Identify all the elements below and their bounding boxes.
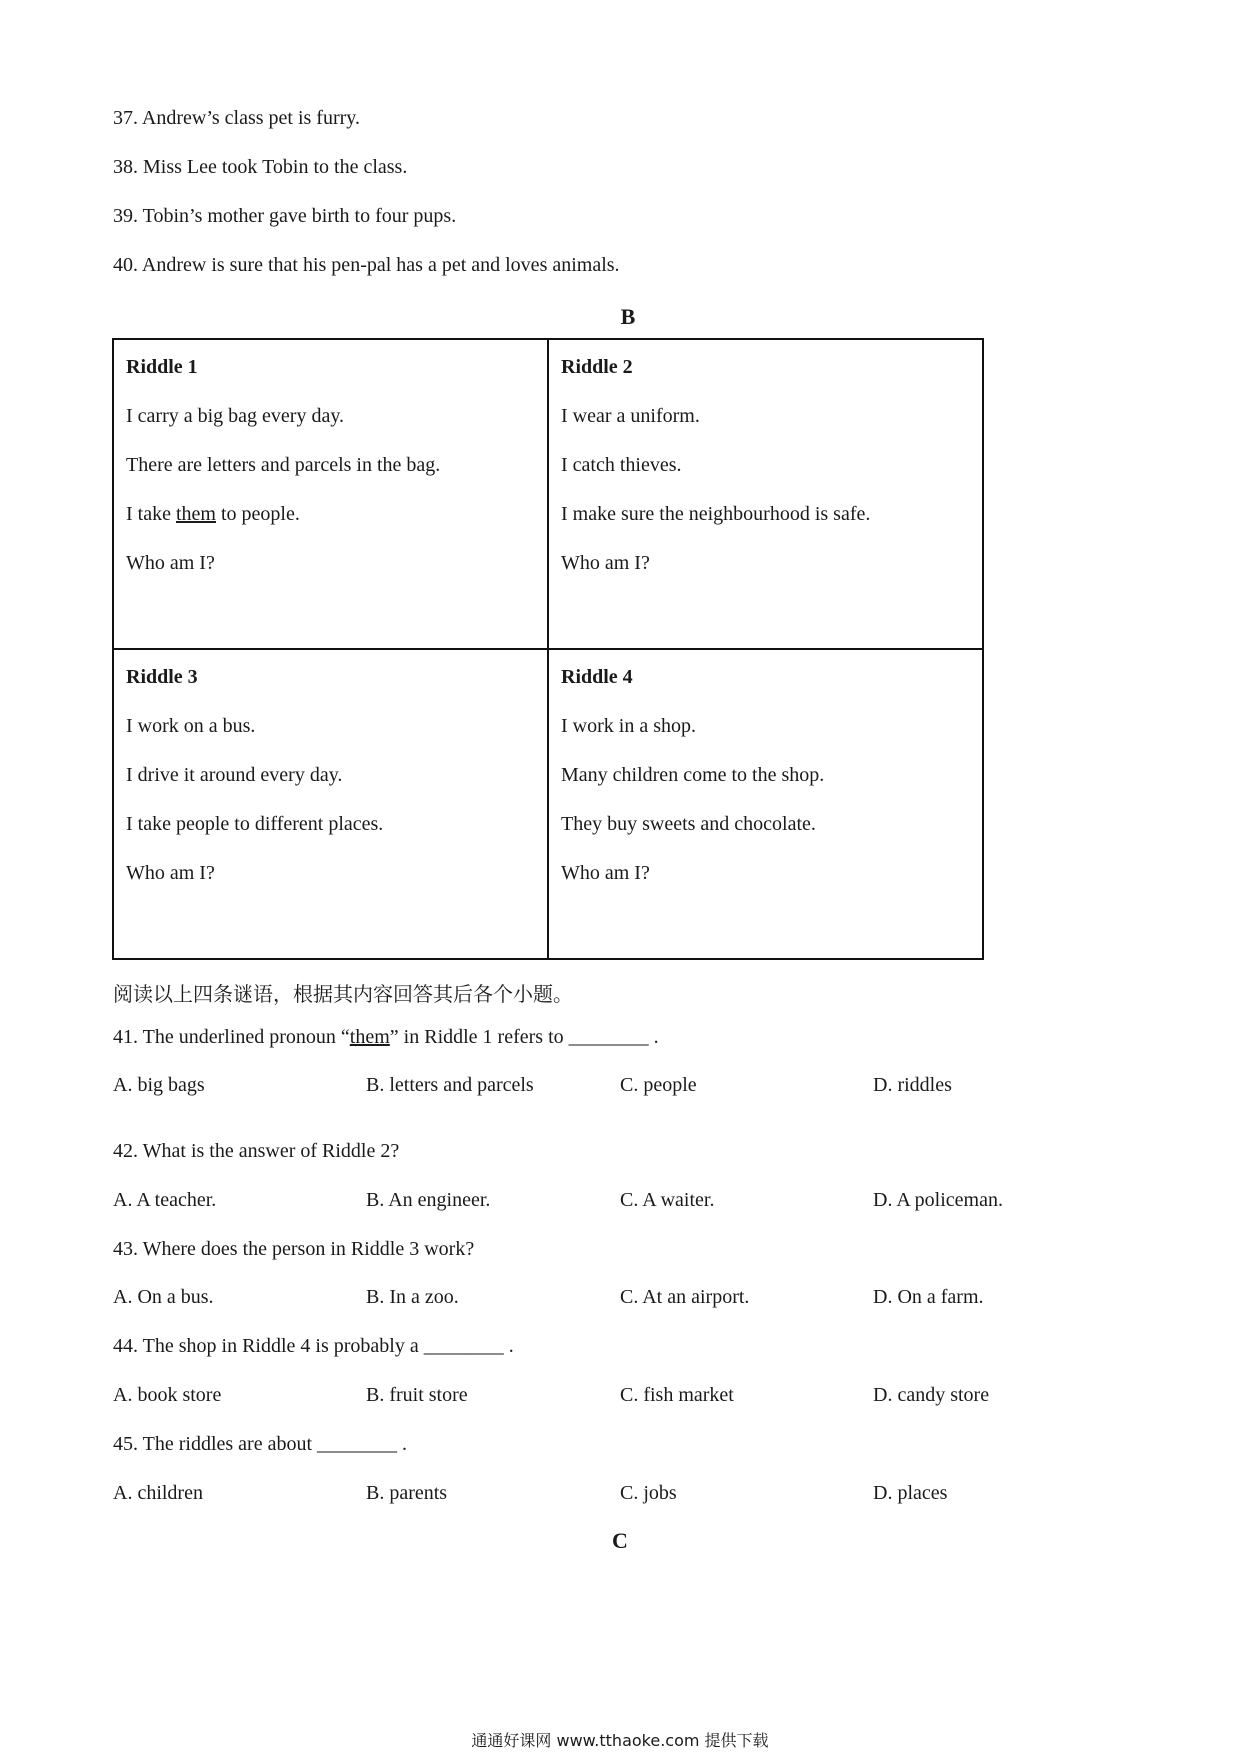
options-44 xyxy=(113,1384,1093,1414)
question-41 xyxy=(113,1026,659,1049)
options-42 xyxy=(113,1189,1093,1219)
option-a[interactable]: A. big bags xyxy=(113,1074,205,1096)
riddle-line: I make sure the neighbourhood is safe. xyxy=(561,503,871,525)
riddle-4-cell xyxy=(548,649,983,959)
option-c[interactable]: C. people xyxy=(620,1074,697,1096)
option-a[interactable]: A. children xyxy=(113,1482,203,1504)
option-b[interactable]: B. An engineer. xyxy=(366,1189,491,1211)
riddle-2-cell xyxy=(548,339,983,649)
option-d[interactable]: D. On a farm. xyxy=(873,1286,984,1308)
section-heading-b: B xyxy=(620,304,636,329)
option-d[interactable]: D. A policeman. xyxy=(873,1189,1003,1211)
option-d[interactable]: D. candy store xyxy=(873,1384,990,1406)
riddle-line: I drive it around every day. xyxy=(126,764,343,786)
riddle-question: Who am I? xyxy=(561,552,650,574)
riddle-line: Many children come to the shop. xyxy=(561,764,825,786)
riddle-3-cell xyxy=(113,649,548,959)
options-41 xyxy=(113,1074,1093,1104)
riddle-line-text: to people. xyxy=(215,503,300,525)
section-heading-c: C xyxy=(612,1528,628,1553)
footer-watermark: 通通好课网 www.tthaoke.com 提供下载 xyxy=(471,1731,769,1750)
option-b[interactable]: B. parents xyxy=(366,1482,448,1504)
underlined-word: them xyxy=(349,1026,390,1048)
riddle-1-cell xyxy=(113,339,548,649)
options-45 xyxy=(113,1482,1093,1512)
option-c[interactable]: C. At an airport. xyxy=(620,1286,750,1308)
instruction-text: 阅读以上四条谜语，根据其内容回答其后各个小题。 xyxy=(113,984,573,1006)
riddle-title: Riddle 4 xyxy=(561,666,633,688)
option-b[interactable]: B. fruit store xyxy=(366,1384,468,1406)
option-d[interactable]: D. riddles xyxy=(873,1074,952,1096)
riddle-question: Who am I? xyxy=(126,862,215,884)
riddle-line: I work on a bus. xyxy=(126,715,256,737)
riddle-line: I wear a uniform. xyxy=(561,405,700,427)
statement-37: 37. Andrew’s class pet is furry. xyxy=(113,107,360,129)
riddle-line: I catch thieves. xyxy=(561,454,682,476)
riddle-question: Who am I? xyxy=(561,862,650,884)
riddle-line: There are letters and parcels in the bag. xyxy=(126,454,441,476)
option-a[interactable]: A. On a bus. xyxy=(113,1286,214,1308)
question-text: 41. The underlined pronoun “ xyxy=(113,1026,350,1048)
riddle-line-text: I take xyxy=(126,503,176,525)
riddle-line: They buy sweets and chocolate. xyxy=(561,813,816,835)
question-45: 45. The riddles are about ________ . xyxy=(113,1433,408,1455)
question-42: 42. What is the answer of Riddle 2? xyxy=(113,1140,400,1162)
riddle-title: Riddle 3 xyxy=(126,666,198,688)
riddle-line xyxy=(126,501,535,527)
option-c[interactable]: C. jobs xyxy=(620,1482,677,1504)
option-c[interactable]: C. fish market xyxy=(620,1384,734,1406)
riddles-table xyxy=(112,338,984,960)
option-b[interactable]: B. In a zoo. xyxy=(366,1286,459,1308)
options-43 xyxy=(113,1286,1093,1316)
question-43: 43. Where does the person in Riddle 3 work? xyxy=(113,1238,475,1260)
riddle-question: Who am I? xyxy=(126,552,215,574)
option-b[interactable]: B. letters and parcels xyxy=(366,1074,534,1096)
riddle-title: Riddle 2 xyxy=(561,356,633,378)
statement-40: 40. Andrew is sure that his pen-pal has a pet and loves animals. xyxy=(113,254,620,276)
question-44: 44. The shop in Riddle 4 is probably a ________ . xyxy=(113,1335,514,1357)
riddle-line: I work in a shop. xyxy=(561,715,696,737)
option-c[interactable]: C. A waiter. xyxy=(620,1189,715,1211)
riddle-line: I carry a big bag every day. xyxy=(126,405,345,427)
option-a[interactable]: A. book store xyxy=(113,1384,222,1406)
riddle-line: I take people to different places. xyxy=(126,813,384,835)
question-text: ” in Riddle 1 refers to ________ . xyxy=(389,1026,659,1048)
statement-39: 39. Tobin’s mother gave birth to four pups. xyxy=(113,205,457,227)
riddle-title: Riddle 1 xyxy=(126,356,198,378)
option-d[interactable]: D. places xyxy=(873,1482,948,1504)
option-a[interactable]: A. A teacher. xyxy=(113,1189,217,1211)
underlined-word: them xyxy=(175,503,216,525)
statement-38: 38. Miss Lee took Tobin to the class. xyxy=(113,156,408,178)
